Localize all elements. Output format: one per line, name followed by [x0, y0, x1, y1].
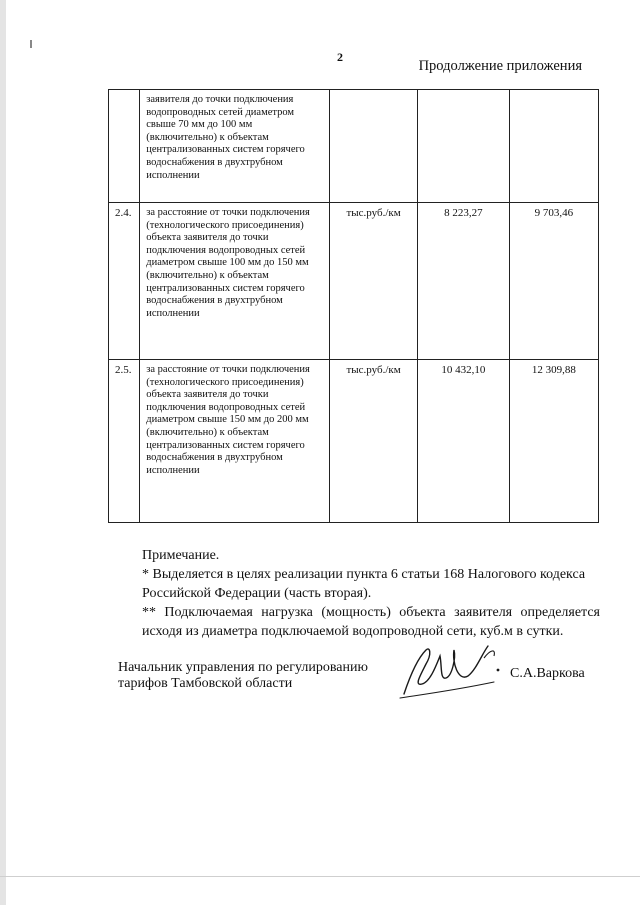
page-number: 2 [337, 50, 343, 64]
scan-artifact [0, 876, 640, 877]
position-line-2: тарифов Тамбовской области [118, 676, 293, 691]
signatory-name: С.А.Варкова [510, 666, 585, 681]
row-number: 2.4. [109, 203, 140, 360]
table-row [109, 203, 599, 360]
handwritten-signature [396, 636, 506, 708]
row-number: 2.5. [109, 360, 140, 523]
notes-title: Примечание. [142, 548, 220, 563]
note-vat: * Выделяется в целях реализации пункта 6 статьи 168 Налогового кодекса Российской Федерации (часть вторая). [142, 567, 586, 601]
table-row [109, 90, 599, 203]
signatory-position [118, 660, 368, 692]
row-number [109, 90, 140, 203]
row-unit: тыс.руб./км [329, 203, 417, 360]
continuation-label: Продолжение приложения [418, 58, 582, 74]
tariff-table [108, 89, 599, 523]
row-value-2: 9 703,46 [509, 203, 598, 360]
row-description: заявителя до точки подключения водопроводных сетей диаметром свыше 70 мм до 100 мм (включительно) к объектам централизованных систем горячего водоснабжения в двухтрубном исполнении [140, 90, 330, 203]
scan-artifact [30, 40, 32, 48]
position-line-1: Начальник управления по регулированию [118, 660, 368, 675]
row-value-2 [509, 90, 598, 203]
row-value-2: 12 309,88 [509, 360, 598, 523]
table-row [109, 360, 599, 523]
notes-section [118, 546, 600, 641]
row-description: за расстояние от точки подключения (технологического присоединения) объекта заявителя до точки подключения водопроводных сетей диаметром свыше 100 мм до 150 мм (включительно) к объектам централизованных систем горячего водоснабжения в двухтрубном исполнении [140, 203, 330, 360]
row-description: за расстояние от точки подключения (технологического присоединения) объекта заявителя до точки подключения водопроводных сетей диаметром свыше 150 мм до 200 мм (включительно) к объектам централизованных систем горячего водоснабжения в двухтрубном исполнении [140, 360, 330, 523]
row-unit [329, 90, 417, 203]
row-unit: тыс.руб./км [329, 360, 417, 523]
scan-artifact [0, 0, 6, 905]
note-load: ** Подключаемая нагрузка (мощность) объекта заявителя определяется исходя из диаметра подключаемой водопроводной сети, куб.м в сутки. [142, 605, 600, 639]
row-value-1: 8 223,27 [418, 203, 510, 360]
row-value-1: 10 432,10 [418, 360, 510, 523]
row-value-1 [418, 90, 510, 203]
